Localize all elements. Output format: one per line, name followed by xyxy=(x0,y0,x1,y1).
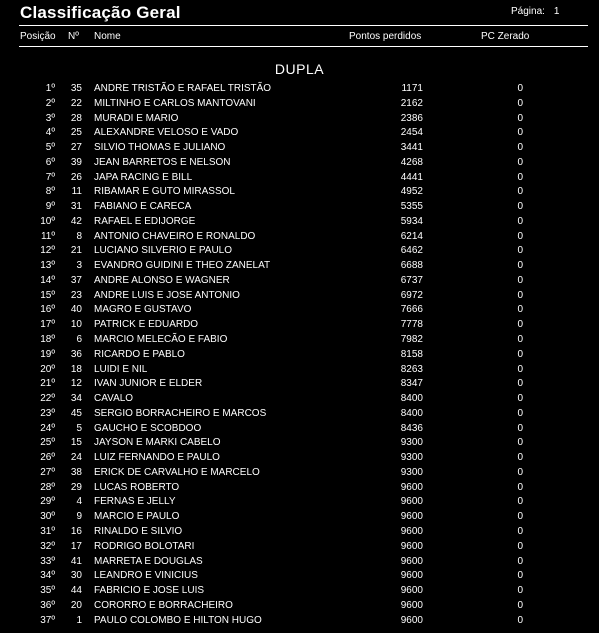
number-cell: 36 xyxy=(70,348,82,360)
column-header-pc-zerado: PC Zerado xyxy=(481,31,530,42)
pc-zerado-cell: 0 xyxy=(517,274,523,286)
position-cell: 6º xyxy=(45,156,55,168)
page-label: Página: xyxy=(511,6,545,17)
pc-zerado-cell: 0 xyxy=(517,289,523,301)
number-cell: 6 xyxy=(76,334,82,346)
position-cell: 8º xyxy=(45,186,55,198)
table-row xyxy=(0,97,599,112)
column-header-nome: Nome xyxy=(94,31,121,42)
pc-zerado-cell: 0 xyxy=(517,260,523,272)
table-row xyxy=(0,303,599,318)
number-cell: 26 xyxy=(70,171,82,183)
name-cell: PAULO COLOMBO E HILTON HUGO xyxy=(94,614,262,626)
table-row xyxy=(0,422,599,437)
table-row xyxy=(0,436,599,451)
header-bottom-rule xyxy=(19,46,588,47)
table-row xyxy=(0,126,599,141)
name-cell: CORORRO E BORRACHEIRO xyxy=(94,599,233,611)
table-row xyxy=(0,82,599,97)
number-cell: 44 xyxy=(70,585,82,597)
position-cell: 16º xyxy=(40,304,55,316)
points-cell: 2454 xyxy=(400,127,423,139)
points-cell: 4441 xyxy=(400,171,423,183)
header-top-rule xyxy=(19,25,588,26)
name-cell: MURADI E MARIO xyxy=(94,112,179,124)
name-cell: SILVIO THOMAS E JULIANO xyxy=(94,142,226,154)
table-row xyxy=(0,555,599,570)
pc-zerado-cell: 0 xyxy=(517,540,523,552)
name-cell: JAPA RACING E BILL xyxy=(94,171,193,183)
points-cell: 2386 xyxy=(400,112,423,124)
position-cell: 14º xyxy=(40,274,55,286)
table-row xyxy=(0,363,599,378)
pc-zerado-cell: 0 xyxy=(517,525,523,537)
points-cell: 3441 xyxy=(400,142,423,154)
name-cell: ANDRE LUIS E JOSE ANTONIO xyxy=(94,289,240,301)
position-cell: 34º xyxy=(40,570,55,582)
name-cell: RODRIGO BOLOTARI xyxy=(94,540,195,552)
pc-zerado-cell: 0 xyxy=(517,97,523,109)
points-cell: 7666 xyxy=(400,304,423,316)
table-row xyxy=(0,466,599,481)
position-cell: 12º xyxy=(40,245,55,257)
position-cell: 27º xyxy=(40,466,55,478)
column-header-numero: Nº xyxy=(68,31,79,42)
position-cell: 21º xyxy=(40,378,55,390)
points-cell: 7982 xyxy=(400,334,423,346)
points-cell: 9600 xyxy=(400,555,423,567)
name-cell: LUIZ FERNANDO E PAULO xyxy=(94,452,220,464)
points-cell: 6214 xyxy=(400,230,423,242)
name-cell: RICARDO E PABLO xyxy=(94,348,185,360)
position-cell: 2º xyxy=(45,97,55,109)
column-header-posicao: Posição xyxy=(20,31,56,42)
position-cell: 1º xyxy=(45,83,55,94)
pc-zerado-cell: 0 xyxy=(517,393,523,405)
number-cell: 29 xyxy=(70,481,82,493)
pc-zerado-cell: 0 xyxy=(517,156,523,168)
number-cell: 9 xyxy=(76,511,82,523)
points-cell: 2162 xyxy=(400,97,423,109)
number-cell: 16 xyxy=(70,525,82,537)
name-cell: RINALDO E SILVIO xyxy=(94,525,183,537)
name-cell: MAGRO E GUSTAVO xyxy=(94,304,192,316)
table-row xyxy=(0,230,599,245)
pc-zerado-cell: 0 xyxy=(517,127,523,139)
points-cell: 6462 xyxy=(400,245,423,257)
table-row xyxy=(0,171,599,186)
name-cell: SERGIO BORRACHEIRO E MARCOS xyxy=(94,407,267,419)
report-title: Classificação Geral xyxy=(20,3,181,22)
position-cell: 5º xyxy=(45,142,55,154)
points-cell: 7778 xyxy=(400,319,423,331)
points-cell: 9600 xyxy=(400,496,423,508)
pc-zerado-cell: 0 xyxy=(517,334,523,346)
points-cell: 8400 xyxy=(400,393,423,405)
number-cell: 8 xyxy=(76,230,82,242)
number-cell: 28 xyxy=(70,112,82,124)
number-cell: 37 xyxy=(70,274,82,286)
number-cell: 4 xyxy=(76,496,82,508)
pc-zerado-cell: 0 xyxy=(517,407,523,419)
name-cell: MILTINHO E CARLOS MANTOVANI xyxy=(94,97,256,109)
name-cell: RAFAEL E EDIJORGE xyxy=(94,215,196,227)
points-cell: 9600 xyxy=(400,599,423,611)
number-cell: 23 xyxy=(70,289,82,301)
page-indicator xyxy=(511,6,559,17)
pc-zerado-cell: 0 xyxy=(517,570,523,582)
table-row xyxy=(0,584,599,599)
name-cell: FABRICIO E JOSE LUIS xyxy=(94,585,205,597)
points-cell: 6972 xyxy=(400,289,423,301)
table-row xyxy=(0,495,599,510)
position-cell: 25º xyxy=(40,437,55,449)
pc-zerado-cell: 0 xyxy=(517,201,523,213)
pc-zerado-cell: 0 xyxy=(517,614,523,626)
name-cell: LUCIANO SILVERIO E PAULO xyxy=(94,245,233,257)
number-cell: 3 xyxy=(76,260,82,272)
name-cell: MARCIO MELECÃO E FABIO xyxy=(94,334,228,346)
table-row xyxy=(0,185,599,200)
number-cell: 15 xyxy=(70,437,82,449)
table-row xyxy=(0,141,599,156)
points-cell: 8400 xyxy=(400,407,423,419)
number-cell: 41 xyxy=(70,555,82,567)
points-cell: 9300 xyxy=(400,466,423,478)
number-cell: 30 xyxy=(70,570,82,582)
position-cell: 36º xyxy=(40,599,55,611)
points-cell: 9300 xyxy=(400,437,423,449)
pc-zerado-cell: 0 xyxy=(517,585,523,597)
points-cell: 4952 xyxy=(400,186,423,198)
table-row xyxy=(0,451,599,466)
points-cell: 8158 xyxy=(400,348,423,360)
pc-zerado-cell: 0 xyxy=(517,215,523,227)
points-cell: 9600 xyxy=(400,614,423,626)
number-cell: 11 xyxy=(71,186,82,198)
table-row xyxy=(0,333,599,348)
position-cell: 4º xyxy=(45,127,55,139)
position-cell: 15º xyxy=(40,289,55,301)
position-cell: 10º xyxy=(40,215,55,227)
position-cell: 22º xyxy=(40,393,55,405)
pc-zerado-cell: 0 xyxy=(517,186,523,198)
number-cell: 22 xyxy=(70,97,82,109)
pc-zerado-cell: 0 xyxy=(517,496,523,508)
pc-zerado-cell: 0 xyxy=(517,511,523,523)
position-cell: 20º xyxy=(40,363,55,375)
name-cell: RIBAMAR E GUTO MIRASSOL xyxy=(94,186,235,198)
position-cell: 26º xyxy=(40,452,55,464)
name-cell: LUCAS ROBERTO xyxy=(94,481,180,493)
name-cell: ANTONIO CHAVEIRO E RONALDO xyxy=(94,230,256,242)
table-row xyxy=(0,244,599,259)
number-cell: 24 xyxy=(70,452,82,464)
pc-zerado-cell: 0 xyxy=(517,142,523,154)
points-cell: 1171 xyxy=(401,83,423,94)
position-cell: 30º xyxy=(40,511,55,523)
position-cell: 18º xyxy=(40,334,55,346)
name-cell: MARCIO E PAULO xyxy=(94,511,180,523)
pc-zerado-cell: 0 xyxy=(517,83,523,94)
name-cell: FABIANO E CARECA xyxy=(94,201,192,213)
position-cell: 3º xyxy=(45,112,55,124)
pc-zerado-cell: 0 xyxy=(517,171,523,183)
pc-zerado-cell: 0 xyxy=(517,304,523,316)
table-row xyxy=(0,599,599,614)
number-cell: 25 xyxy=(70,127,82,139)
points-cell: 5934 xyxy=(400,215,423,227)
number-cell: 40 xyxy=(70,304,82,316)
points-cell: 8263 xyxy=(400,363,423,375)
name-cell: JAYSON E MARKI CABELO xyxy=(94,437,221,449)
points-cell: 6688 xyxy=(400,260,423,272)
name-cell: IVAN JUNIOR E ELDER xyxy=(94,378,203,390)
pc-zerado-cell: 0 xyxy=(517,348,523,360)
position-cell: 31º xyxy=(40,525,55,537)
number-cell: 20 xyxy=(70,599,82,611)
points-cell: 9600 xyxy=(400,585,423,597)
pc-zerado-cell: 0 xyxy=(517,452,523,464)
pc-zerado-cell: 0 xyxy=(517,378,523,390)
number-cell: 12 xyxy=(70,378,82,390)
points-cell: 9600 xyxy=(400,511,423,523)
name-cell: CAVALO xyxy=(94,393,134,405)
number-cell: 27 xyxy=(70,142,82,154)
table-row xyxy=(0,318,599,333)
table-row xyxy=(0,569,599,584)
points-cell: 9600 xyxy=(400,570,423,582)
table-row xyxy=(0,200,599,215)
table-row xyxy=(0,407,599,422)
number-cell: 21 xyxy=(70,245,82,257)
number-cell: 39 xyxy=(70,156,82,168)
pc-zerado-cell: 0 xyxy=(517,599,523,611)
number-cell: 1 xyxy=(76,614,82,626)
number-cell: 38 xyxy=(70,466,82,478)
table-row xyxy=(0,540,599,555)
section-title: DUPLA xyxy=(274,61,325,77)
points-cell: 9300 xyxy=(400,452,423,464)
position-cell: 13º xyxy=(40,260,55,272)
number-cell: 10 xyxy=(70,319,82,331)
points-cell: 9600 xyxy=(400,481,423,493)
position-cell: 11º xyxy=(40,230,55,242)
number-cell: 34 xyxy=(70,393,82,405)
pc-zerado-cell: 0 xyxy=(517,319,523,331)
points-cell: 9600 xyxy=(400,540,423,552)
pc-zerado-cell: 0 xyxy=(517,112,523,124)
pc-zerado-cell: 0 xyxy=(517,437,523,449)
column-header-pontos: Pontos perdidos xyxy=(349,31,422,42)
number-cell: 42 xyxy=(70,215,82,227)
pc-zerado-cell: 0 xyxy=(517,363,523,375)
position-cell: 29º xyxy=(40,496,55,508)
number-cell: 17 xyxy=(70,540,82,552)
name-cell: EVANDRO GUIDINI E THEO ZANELAT xyxy=(94,260,271,272)
number-cell: 45 xyxy=(70,407,82,419)
table-row xyxy=(0,274,599,289)
name-cell: ANDRE TRISTÃO E RAFAEL TRISTÃO xyxy=(94,83,272,94)
position-cell: 24º xyxy=(40,422,55,434)
name-cell: ERICK DE CARVALHO E MARCELO xyxy=(94,466,260,478)
table-row xyxy=(0,259,599,274)
name-cell: LUIDI E NIL xyxy=(94,363,148,375)
number-cell: 18 xyxy=(70,363,82,375)
points-cell: 6737 xyxy=(400,274,423,286)
name-cell: JEAN BARRETOS E NELSON xyxy=(94,156,231,168)
points-cell: 8347 xyxy=(400,378,423,390)
position-cell: 37º xyxy=(40,614,55,626)
pc-zerado-cell: 0 xyxy=(517,481,523,493)
position-cell: 19º xyxy=(40,348,55,360)
page-number: 1 xyxy=(553,6,560,17)
position-cell: 35º xyxy=(40,585,55,597)
points-cell: 4268 xyxy=(400,156,423,168)
number-cell: 35 xyxy=(70,83,82,94)
table-row xyxy=(0,510,599,525)
position-cell: 28º xyxy=(40,481,55,493)
position-cell: 9º xyxy=(45,201,55,213)
results-table xyxy=(0,82,599,628)
name-cell: ALEXANDRE VELOSO E VADO xyxy=(94,127,239,139)
name-cell: GAUCHO E SCOBDOO xyxy=(94,422,202,434)
pc-zerado-cell: 0 xyxy=(517,230,523,242)
name-cell: FERNAS E JELLY xyxy=(94,496,176,508)
name-cell: MARRETA E DOUGLAS xyxy=(94,555,203,567)
position-cell: 7º xyxy=(45,171,55,183)
number-cell: 31 xyxy=(70,201,82,213)
number-cell: 5 xyxy=(76,422,82,434)
position-cell: 17º xyxy=(40,319,55,331)
pc-zerado-cell: 0 xyxy=(517,466,523,478)
table-row xyxy=(0,112,599,127)
points-cell: 5355 xyxy=(400,201,423,213)
table-row xyxy=(0,348,599,363)
points-cell: 8436 xyxy=(400,422,423,434)
table-row xyxy=(0,481,599,496)
table-row xyxy=(0,215,599,230)
position-cell: 33º xyxy=(40,555,55,567)
name-cell: PATRICK E EDUARDO xyxy=(94,319,199,331)
table-row xyxy=(0,392,599,407)
table-row xyxy=(0,289,599,304)
name-cell: LEANDRO E VINICIUS xyxy=(94,570,198,582)
table-row xyxy=(0,377,599,392)
table-row xyxy=(0,614,599,629)
pc-zerado-cell: 0 xyxy=(517,422,523,434)
pc-zerado-cell: 0 xyxy=(517,245,523,257)
points-cell: 9600 xyxy=(400,525,423,537)
table-row xyxy=(0,525,599,540)
pc-zerado-cell: 0 xyxy=(517,555,523,567)
position-cell: 32º xyxy=(40,540,55,552)
table-row xyxy=(0,156,599,171)
name-cell: ANDRE ALONSO E WAGNER xyxy=(94,274,230,286)
position-cell: 23º xyxy=(40,407,55,419)
